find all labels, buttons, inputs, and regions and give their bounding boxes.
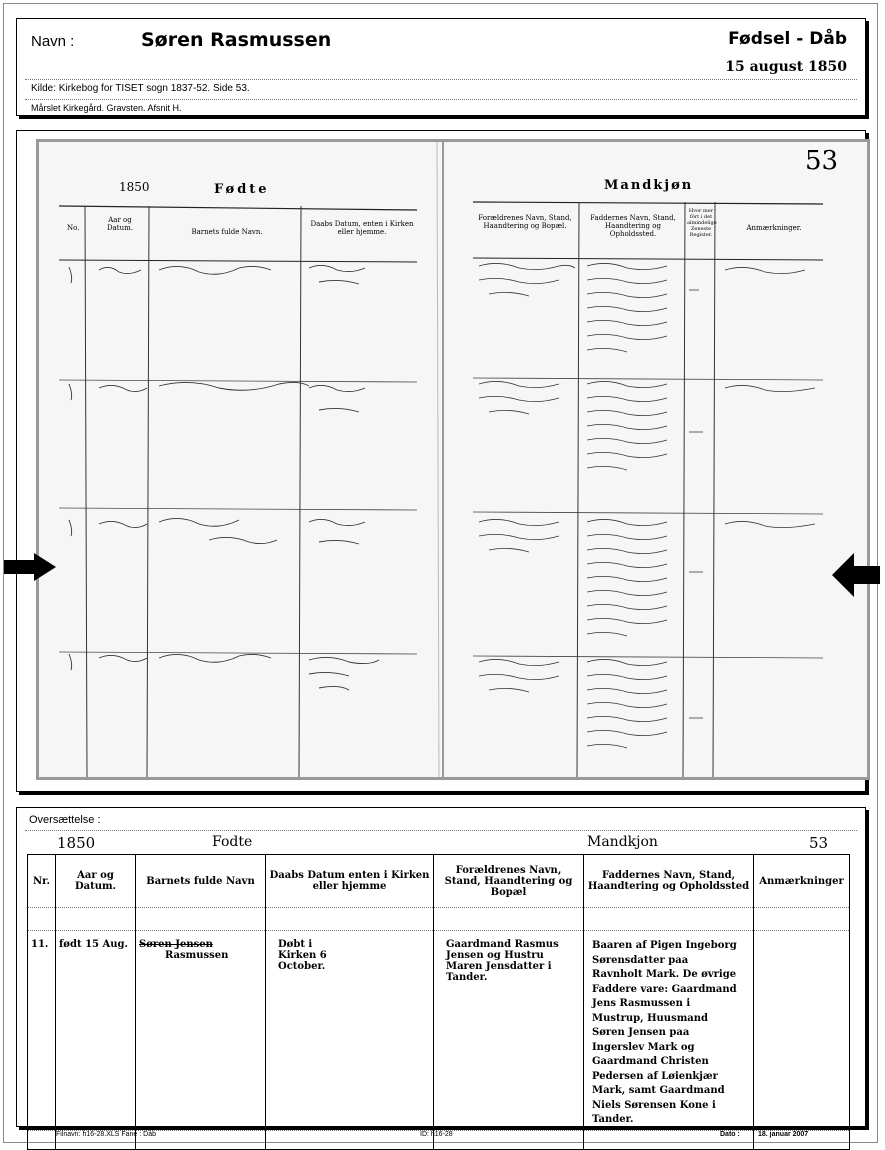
arrow-left-icon [832, 553, 880, 597]
event-date: 15 august 1850 [725, 59, 847, 75]
header-daab: Daabs Datum enten i Kirken eller hjemme [266, 855, 434, 908]
entry-faddere [584, 931, 754, 1131]
footer-date-label: Dato : [720, 1131, 740, 1138]
scan-col-anm: Anmærkninger. [746, 224, 802, 232]
entry-foraeldre [434, 931, 584, 1131]
header-navn: Barnets fulde Navn [136, 855, 266, 908]
scan-page-number: 53 [805, 146, 839, 176]
divider [25, 830, 857, 831]
arrow-right-icon [4, 553, 56, 581]
scan-col-foraeldre: Forældrenes Navn, Stand, Haandtering og Bopæl. [478, 214, 572, 230]
entry-aar: født 15 Aug. [56, 931, 136, 1131]
navn-value: Søren Rasmussen [141, 29, 332, 51]
header-faddere: Faddernes Navn, Stand, Haandtering og Opholdssted [584, 855, 754, 908]
grave-line: Mårslet Kirkegård. Gravsten. Afsnit H. [31, 103, 182, 113]
translation-panel [16, 807, 866, 1127]
navn-label: Navn : [31, 33, 75, 50]
header-aar: Aar og Datum. [56, 855, 136, 908]
translation-year: 1850 [57, 834, 96, 852]
scan-col-register: Hvor mer fört i det almindelige Zeneste Register. [687, 208, 717, 238]
entry-daab-text: Døbt i Kirken 6 October. [278, 939, 327, 972]
translation-fodte: Fodte [212, 834, 253, 850]
divider [25, 99, 857, 100]
entry-nr: 11. [28, 931, 56, 1131]
header-anm: Anmærkninger [754, 855, 850, 908]
entry-anm [754, 931, 850, 1131]
translation-page: 53 [809, 834, 829, 852]
header-nr: Nr. [28, 855, 56, 908]
header-foraeldre: Forældrenes Navn, Stand, Haandtering og Bopæl [434, 855, 584, 908]
scan-col-navn: Barnets fulde Navn. [191, 228, 263, 236]
entry-navn-struck: Søren Jensen [139, 939, 213, 950]
table-header-row [28, 855, 850, 908]
entry-navn-rest: Rasmussen [165, 950, 229, 961]
footer-filename: Filnavn: h16-28.XLS Fane : Dåb [56, 1131, 157, 1138]
entry-daab [266, 931, 434, 1131]
footer-id: ID: h16-28 [420, 1131, 453, 1138]
entry-faddere-text: Baaren af Pigen Ingeborg Sørensdatter paa Ravnholt Mark. De øvrige Faddere vare: Gaardmand Jens Rasmussen i Mustrup, Huusmand Søren Jensen paa Ingerslev Mark og Gaardmand Christen Pedersen af Løienkjær Mark, samt Gaardmand Niels Sørensen Kone i Tander. [592, 940, 737, 1125]
scan-right-title: Mandkjøn [604, 178, 694, 193]
table-row [28, 931, 850, 1131]
translation-mandkjon: Mandkjon [587, 834, 658, 850]
divider [25, 79, 857, 80]
scan-col-faddere: Faddernes Navn, Stand, Haandtering og Opholdssted. [590, 214, 676, 238]
scan-col-daab: Daabs Datum, enten i Kirken eller hjemme. [310, 220, 414, 236]
church-book-scan [36, 139, 870, 780]
source-line: Kilde: Kirkebog for TISET sogn 1837-52. Side 53. [31, 83, 250, 94]
entry-foraeldre-text: Gaardmand Rasmus Jensen og Hustru Maren Jensdatter i Tander. [446, 939, 559, 983]
translation-table [27, 854, 850, 1150]
header-panel [16, 18, 866, 116]
entry-navn [136, 931, 266, 1131]
table-row [28, 908, 850, 931]
event-title: Fødsel - Dåb [728, 29, 847, 49]
scan-col-aar: Aar og Datum. [107, 216, 133, 232]
scan-left-title: Fødte [214, 182, 270, 197]
footer-date-value: 18. januar 2007 [758, 1131, 809, 1138]
translation-label: Oversættelse : [29, 814, 101, 826]
scan-year: 1850 [119, 180, 150, 194]
scan-col-no: No. [67, 224, 80, 232]
